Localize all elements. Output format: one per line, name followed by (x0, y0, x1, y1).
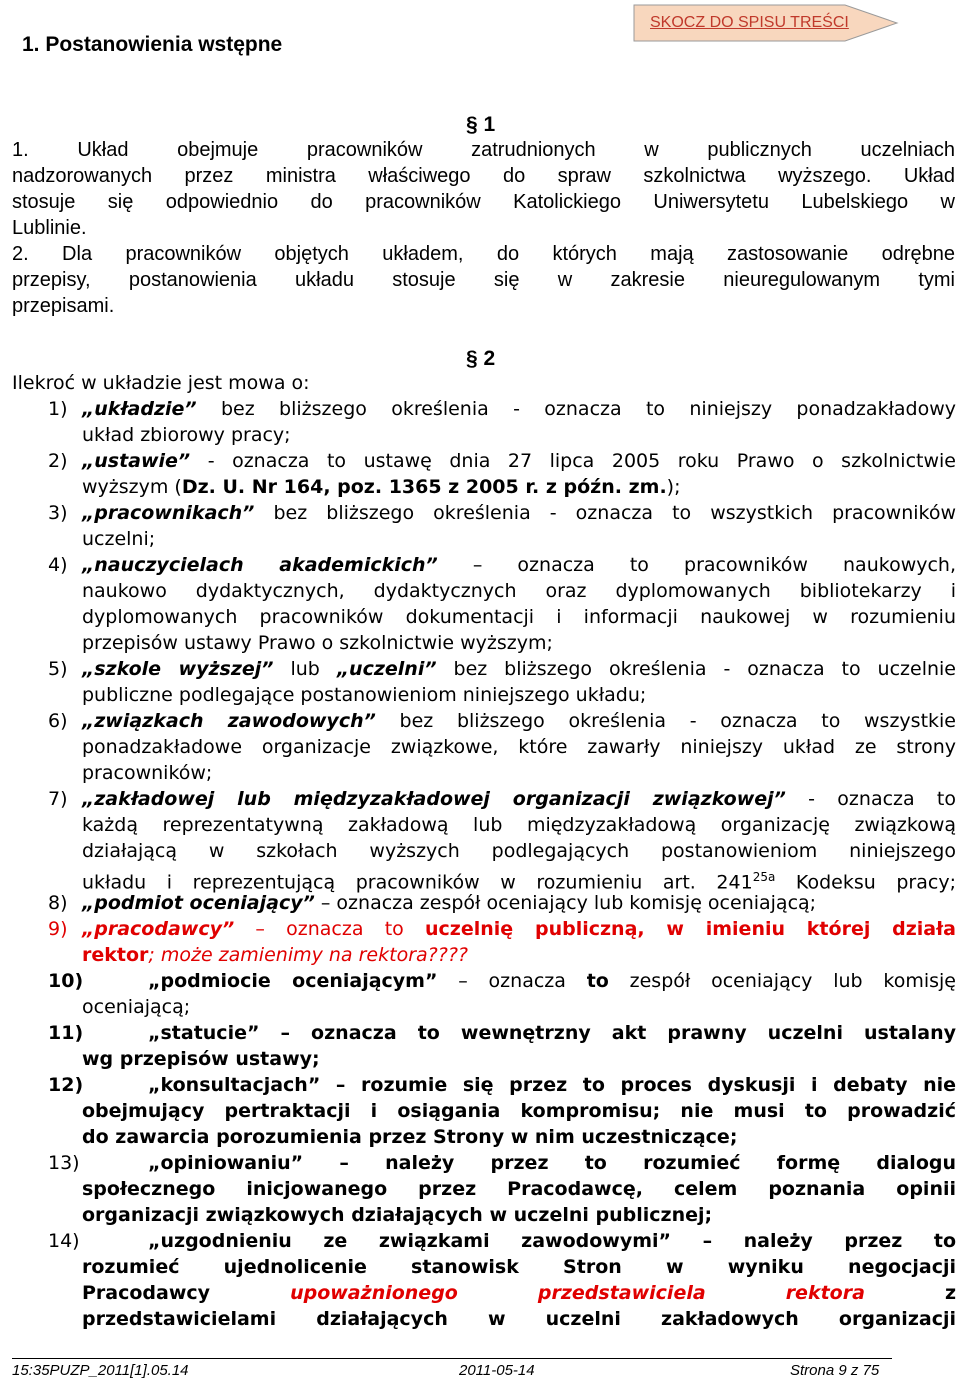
item-5-line-1: „szkole wyższej” lub „uczelni” bez bliższego określenia - oznacza to uczelnie (82, 658, 956, 680)
item-3-line-2: uczelni; (82, 528, 156, 550)
item-14-line-4: przedstawicielami działających w uczelni zakładowych organizacji (82, 1308, 956, 1330)
footer-page-number: Strona 9 z 75 (790, 1362, 880, 1379)
sec1-line-2: nadzorowanych przez ministra właściwego do spraw szkolnictwa wyższego. Układ (12, 165, 955, 187)
item-2-line-1: „ustawie” - oznacza to ustawę dnia 27 lipca 2005 roku Prawo o szkolnictwie (82, 450, 956, 472)
item-5-number: 5) (48, 658, 68, 680)
sec1-line-6: przepisy, postanowienia układu stosuje się w zakresie nieuregulowanym tymi (12, 269, 955, 291)
item-4-number: 4) (48, 554, 68, 576)
item-7-line-1: „zakładowej lub międzyzakładowej organizacji związkowej” - oznacza to (82, 788, 956, 810)
item-8-number: 8) (48, 892, 68, 914)
item-14-line-3: Pracodawcy upoważnionego przedstawiciela rektora z (82, 1282, 956, 1304)
item-9-number: 9) (48, 918, 68, 940)
item-10-line-1: „podmiocie oceniającym” – oznacza to zespół oceniający lub komisję (148, 970, 956, 992)
item-11-line-1: „statucie” – oznacza to wewnętrzny akt prawny uczelni ustalany (148, 1022, 956, 1044)
section-2-mark: § 2 (466, 347, 496, 370)
item-8-line-1: „podmiot oceniający” – oznacza zespół oceniający lub komisję oceniającą; (82, 892, 817, 914)
skip-to-toc-button[interactable] (633, 4, 899, 42)
item-13-number: 13) (48, 1152, 80, 1174)
footer-filename: 15:35PUZP_2011[1].05.14 (12, 1362, 189, 1379)
item-4-line-1: „nauczycielach akademickich” – oznacza to pracowników naukowych, (82, 554, 957, 576)
item-9-line-1: „pracodawcy” – oznacza to uczelnię publiczną, w imieniu której działa (82, 918, 956, 940)
item-13-line-2: społecznego inicjowanego przez Pracodawcę, celem poznania opinii (82, 1178, 956, 1200)
item-1-number: 1) (48, 398, 68, 420)
sec1-line-4: Lublinie. (12, 217, 87, 239)
item-13-line-3: organizacji związkowych działających w uczelni publicznej; (82, 1204, 713, 1226)
item-10-number: 10) (48, 970, 84, 992)
item-1-line-1: „układzie” bez bliższego określenia - oznacza to niniejszy ponadzakładowy (82, 398, 956, 420)
item-4-line-3: dyplomowanych pracowników dokumentacji i informacji naukowej w rozumieniu (82, 606, 956, 628)
item-6-number: 6) (48, 710, 68, 732)
item-13-line-1: „opiniowaniu” – należy przez to rozumieć formę dialogu (148, 1152, 956, 1174)
item-14-line-2: rozumieć ujednolicenie stanowisk Stron w wyniku negocjacji (82, 1256, 956, 1278)
footer-divider (12, 1358, 892, 1359)
item-7-line-2: każdą reprezentatywną zakładową lub międzyzakładową organizację związkową (82, 814, 956, 836)
sec1-line-7: przepisami. (12, 295, 115, 317)
sec1-line-1: 1. Układ obejmuje pracowników zatrudnionych w publicznych uczelniach (12, 139, 955, 161)
item-7-line-4: układu i reprezentującą pracowników w rozumieniu art. $241^{25a}$ Kodeksu pracy; (82, 870, 956, 894)
item-7-line-3: działającą w szkołach wyższych podlegających postanowieniom niniejszego (82, 840, 956, 862)
item-12-number: 12) (48, 1074, 84, 1096)
item-9-line-2: rektor; może zamienimy na rektora???? (82, 944, 468, 966)
item-1-line-2: układ zbiorowy pracy; (82, 424, 291, 446)
item-6-line-3: pracowników; (82, 762, 213, 784)
item-11-line-2: wg przepisów ustawy; (82, 1048, 320, 1070)
item-6-line-2: ponadzakładowe organizacje związkowe, które zawarły niniejszy układ ze strony (82, 736, 956, 758)
section-1-mark: § 1 (466, 113, 496, 136)
item-4-line-4: przepisów ustawy Prawo o szkolnictwie wyższym; (82, 632, 553, 654)
item-7-number: 7) (48, 788, 68, 810)
footer-date: 2011-05-14 (459, 1362, 535, 1379)
item-5-line-2: publiczne podlegające postanowieniom niniejszego układu; (82, 684, 647, 706)
item-3-number: 3) (48, 502, 68, 524)
item-2-line-2: wyższym (Dz. U. Nr 164, poz. 1365 z 2005 r. z późn. zm.); (82, 476, 681, 498)
item-12-line-3: do zawarcia porozumienia przez Strony w nim uczestniczące; (82, 1126, 738, 1148)
item-14-line-1: „uzgodnieniu ze związkami zawodowymi” – należy przez to (148, 1230, 956, 1252)
item-12-line-2: obejmujący pertraktacji i osiągania kompromisu; nie musi to prowadzić (82, 1100, 956, 1122)
item-6-line-1: „związkach zawodowych” bez bliższego określenia - oznacza to wszystkie (82, 710, 956, 732)
sec1-line-3: stosuje się odpowiednio do pracowników Katolickiego Uniwersytetu Lubelskiego w (12, 191, 955, 213)
item-4-line-2: naukowo dydaktycznych, dydaktycznych oraz dyplomowanych bibliotekarzy i (82, 580, 956, 602)
item-11-number: 11) (48, 1022, 84, 1044)
section-heading: 1. Postanowienia wstępne (22, 33, 283, 56)
item-3-line-1: „pracownikach” bez bliższego określenia - oznacza to wszystkich pracowników (82, 502, 956, 524)
item-2-number: 2) (48, 450, 68, 472)
sec2-intro: Ilekroć w układzie jest mowa o: (12, 372, 310, 394)
item-10-line-2: oceniającą; (82, 996, 191, 1018)
item-14-number: 14) (48, 1230, 80, 1252)
skip-to-toc-label[interactable]: SKOCZ DO SPISU TREŚCI (650, 14, 849, 31)
sec1-line-5: 2. Dla pracowników objętych układem, do których mają zastosowanie odrębne (12, 243, 955, 265)
item-12-line-1: „konsultacjach” – rozumie się przez to proces dyskusji i debaty nie (148, 1074, 956, 1096)
